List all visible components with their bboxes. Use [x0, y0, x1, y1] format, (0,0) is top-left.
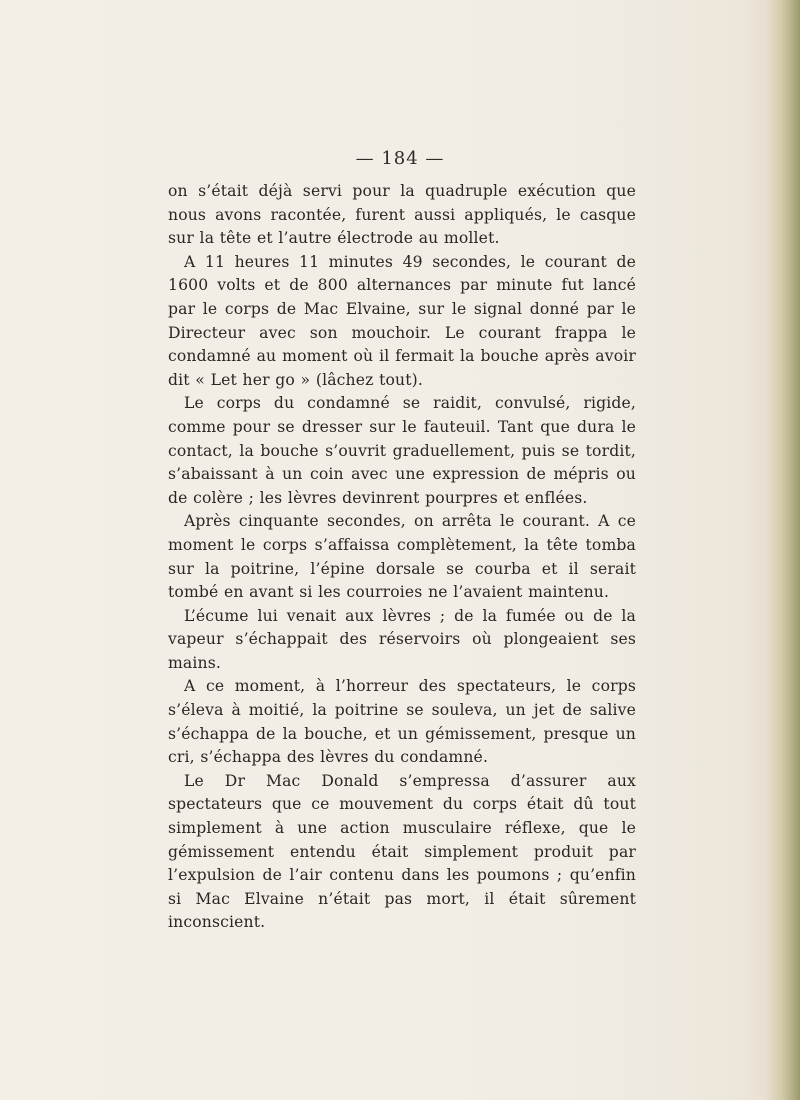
paragraph-foam-smoke: L’écume lui venait aux lèvres ; de la fumée ou de la vapeur s’échappait des réservoirs où plongeaient ses mains.: [168, 606, 636, 672]
paragraph-body-rigid: Le corps du condamné se raidit, convulsé, rigide, comme pour se dresser sur le fauteuil. Tant que dura le contact, la bouche s’ouvrit graduellement, puis se tordit, s’abaissant à un coin avec une expression de mépris ou de colère ; les lèvres devinrent pourpres et enflées.: [168, 394, 636, 507]
page-number: — 184 —: [355, 148, 445, 169]
paragraph-current-stopped: Après cinquante secondes, on arrêta le courant. A ce moment le corps s’affaissa complètement, la tête tomba sur la poitrine, l’épine dorsale se courba et il serait tombé en avant si les courroies ne l’avaient maintenu.: [168, 512, 636, 602]
paragraph-current-launch: A 11 heures 11 minutes 49 secondes, le courant de 1600 volts et de 800 alternances par minute fut lancé par le corps de Mac Elvaine, sur le signal donné par le Directeur avec son mouchoir. Le courant frappa le condamné au moment où il fermait la bouche après avoir dit « Let her go » (lâchez tout).: [168, 252, 636, 389]
paragraph-continuation: on s’était déjà servi pour la quadruple exécution que nous avons racontée, furent aussi appliqués, le casque sur la tête et l’autre électrode au mollet.: [168, 182, 636, 248]
paragraph-body-rose: A ce moment, à l’horreur des spectateurs, le corps s’éleva à moitié, la poitrine se souleva, un jet de salive s’échappa de la bouche, et un gémissement, presque un cri, s’échappa des lèvres du condamné.: [168, 677, 636, 767]
body-text: [168, 180, 636, 935]
paragraph-doctor-statement: Le Dr Mac Donald s’empressa d’assurer aux spectateurs que ce mouvement du corps était dû tout simplement à une action musculaire réflexe, que le gémissement entendu était simplement produit par l’expulsion de l’air contenu dans les poumons ; qu’enfin si Mac Elvaine n’était pas mort, il était sûrement inconscient.: [168, 771, 636, 932]
